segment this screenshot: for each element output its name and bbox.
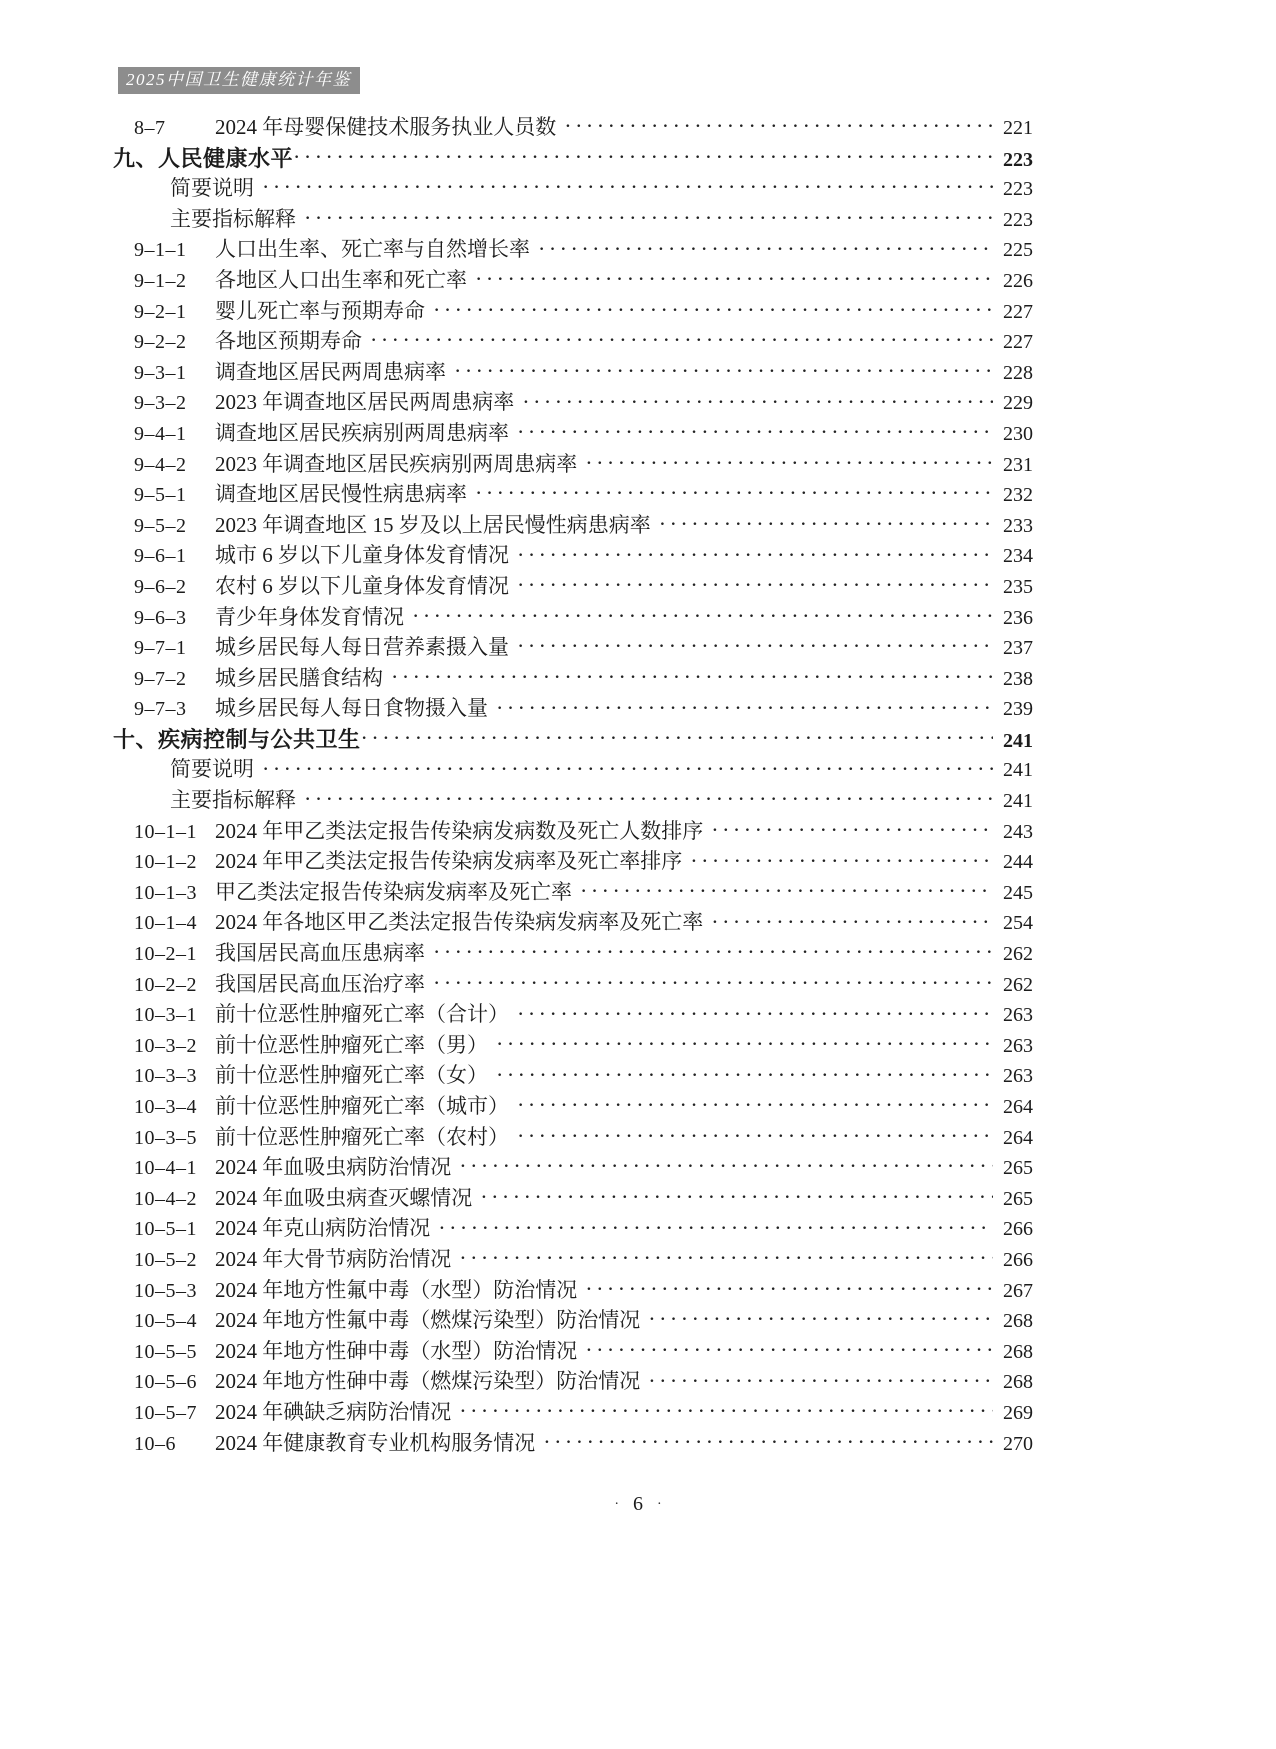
toc-entry-title: 2024 年各地区甲乙类法定报告传染病发病率及死亡率 xyxy=(215,910,704,935)
dot-leader xyxy=(581,884,993,900)
toc-entry-page: 270 xyxy=(1003,1432,1033,1455)
toc-entry-page: 265 xyxy=(1003,1157,1033,1180)
toc-entry-page: 263 xyxy=(1003,1004,1033,1027)
toc-entry-title: 2024 年母婴保健技术服务执业人员数 xyxy=(215,115,557,139)
toc-row xyxy=(113,692,1033,723)
toc-row xyxy=(113,448,1033,479)
toc-entry-page: 227 xyxy=(1003,331,1033,354)
toc-entry-number: 10–5–7 xyxy=(134,1401,197,1424)
toc-entry-number: 10–5–1 xyxy=(134,1218,197,1241)
dot-leader xyxy=(523,395,993,411)
toc-entry-title: 青少年身体发育情况 xyxy=(215,604,404,629)
dot-leader xyxy=(434,976,993,992)
toc-entry-page: 232 xyxy=(1003,484,1033,507)
toc-entry-title: 城市 6 岁以下儿童身体发育情况 xyxy=(215,543,509,568)
toc-row xyxy=(113,1090,1033,1121)
toc-entry-page: 266 xyxy=(1003,1218,1033,1241)
toc-entry-number: 10–3–5 xyxy=(134,1126,197,1149)
dot-leader xyxy=(518,639,993,655)
dot-leader xyxy=(544,1435,993,1451)
dot-leader xyxy=(263,762,993,778)
dot-leader xyxy=(460,1159,993,1175)
toc-entry-page: 221 xyxy=(1003,117,1033,139)
toc-entry-title: 2024 年地方性氟中毒（水型）防治情况 xyxy=(215,1277,578,1302)
toc-row xyxy=(113,1059,1033,1090)
toc-entry-title: 主要指标解释 xyxy=(170,788,296,813)
footer-left-dot: · xyxy=(614,1497,619,1512)
toc-entry-title: 城乡居民膳食结构 xyxy=(215,665,383,690)
toc-section-row xyxy=(113,723,1033,754)
toc-entry-page: 243 xyxy=(1003,820,1033,843)
toc-entry-title: 前十位恶性肿瘤死亡率（男） xyxy=(215,1032,488,1057)
toc-row xyxy=(113,539,1033,570)
toc-row xyxy=(113,295,1033,326)
toc-entry-page: 235 xyxy=(1003,575,1033,598)
dot-leader xyxy=(539,242,993,258)
toc-entry-page: 264 xyxy=(1003,1096,1033,1118)
toc-entry-page: 236 xyxy=(1003,606,1033,629)
dot-leader xyxy=(434,945,993,961)
dot-leader xyxy=(518,1007,993,1023)
toc-entry-title: 各地区人口出生率和死亡率 xyxy=(215,267,467,292)
dot-leader xyxy=(497,1068,993,1084)
dot-leader xyxy=(305,792,993,808)
toc-entry-number: 10–5–2 xyxy=(134,1248,197,1271)
toc-row xyxy=(113,845,1033,876)
toc-entry-title: 2024 年碘缺乏病防治情况 xyxy=(215,1399,452,1424)
toc-entry-page: 234 xyxy=(1003,545,1033,568)
toc-entry-title: 2024 年地方性砷中毒（燃煤污染型）防治情况 xyxy=(215,1369,641,1394)
dot-leader xyxy=(476,272,993,288)
dot-leader xyxy=(439,1221,993,1237)
toc-entry-number: 9–7–2 xyxy=(134,667,187,690)
toc-entry-page: 263 xyxy=(1003,1034,1033,1057)
toc-entry-number: 9–4–1 xyxy=(134,422,187,445)
toc-entry-number: 10–1–2 xyxy=(134,851,197,874)
dot-leader xyxy=(518,425,993,441)
toc-row xyxy=(113,1304,1033,1335)
toc-entry-number: 9–7–1 xyxy=(134,637,187,660)
toc-entry-page: 268 xyxy=(1003,1340,1033,1363)
toc-entry-number: 10–1–3 xyxy=(134,881,197,904)
toc-row xyxy=(113,1396,1033,1427)
toc-entry-number: 10–5–5 xyxy=(134,1340,197,1363)
toc-entry-title: 2024 年甲乙类法定报告传染病发病率及死亡率排序 xyxy=(215,849,683,874)
toc-list xyxy=(113,111,1033,1457)
toc-entry-number: 9–1–2 xyxy=(134,269,187,292)
toc-entry-number: 10–4–2 xyxy=(134,1187,197,1210)
dot-leader xyxy=(518,1098,993,1114)
toc-entry-page: 227 xyxy=(1003,300,1033,323)
toc-entry-page: 268 xyxy=(1003,1371,1033,1394)
toc-entry-title: 简要说明 xyxy=(170,176,254,201)
dot-leader xyxy=(371,333,993,349)
toc-row xyxy=(113,998,1033,1029)
toc-entry-number: 9–7–3 xyxy=(134,698,187,721)
toc-entry-page: 241 xyxy=(1003,759,1033,782)
yearbook-title-badge: 2025中国卫生健康统计年鉴 xyxy=(118,67,360,94)
toc-entry-title: 甲乙类法定报告传染病发病率及死亡率 xyxy=(215,879,572,904)
toc-entry-number: 10–5–4 xyxy=(134,1310,197,1333)
toc-entry-page: 263 xyxy=(1003,1065,1033,1088)
toc-row xyxy=(113,325,1033,356)
toc-row xyxy=(113,937,1033,968)
toc-entry-number: 9–3–2 xyxy=(134,392,187,415)
toc-entry-page: 226 xyxy=(1003,269,1033,292)
toc-entry-page: 244 xyxy=(1003,851,1033,874)
toc-row xyxy=(113,386,1033,417)
toc-entry-title: 主要指标解释 xyxy=(170,206,296,231)
toc-entry-number: 9–6–3 xyxy=(134,606,187,629)
dot-leader xyxy=(481,1190,993,1206)
toc-entry-page: 241 xyxy=(1003,729,1033,752)
toc-entry-number: 10–3–4 xyxy=(134,1096,197,1118)
toc-entry-page: 266 xyxy=(1003,1248,1033,1271)
toc-entry-number: 10–2–2 xyxy=(134,973,197,996)
dot-leader xyxy=(660,517,993,533)
dot-leader xyxy=(392,670,993,686)
toc-entry-title: 2024 年血吸虫病查灭螺情况 xyxy=(215,1185,473,1210)
dot-leader xyxy=(497,701,993,717)
toc-entry-number: 8–7 xyxy=(134,117,166,139)
toc-entry-number: 9–4–2 xyxy=(134,453,187,476)
toc-entry-number: 10–2–1 xyxy=(134,943,197,966)
dot-leader xyxy=(691,854,993,870)
dot-leader xyxy=(263,180,993,196)
toc-entry-title: 2024 年甲乙类法定报告传染病发病数及死亡人数排序 xyxy=(215,818,704,843)
dot-leader xyxy=(518,578,993,594)
toc-entry-title: 十、疾病控制与公共卫生 xyxy=(113,726,361,752)
toc-entry-page: 223 xyxy=(1003,208,1033,231)
toc-entry-page: 230 xyxy=(1003,422,1033,445)
toc-entry-page: 245 xyxy=(1003,881,1033,904)
toc-entry-page: 264 xyxy=(1003,1126,1033,1149)
toc-row xyxy=(113,478,1033,509)
toc-row xyxy=(113,570,1033,601)
toc-row xyxy=(113,662,1033,693)
toc-entry-page: 268 xyxy=(1003,1310,1033,1333)
toc-entry-number: 10–3–3 xyxy=(134,1065,197,1088)
footer-page-number: 6 xyxy=(633,1493,643,1515)
toc-subheading-row xyxy=(113,784,1033,815)
toc-entry-title: 农村 6 岁以下儿童身体发育情况 xyxy=(215,573,509,598)
toc-entry-number: 9–6–2 xyxy=(134,575,187,598)
toc-entry-title: 前十位恶性肿瘤死亡率（女） xyxy=(215,1063,488,1088)
toc-entry-page: 228 xyxy=(1003,361,1033,384)
toc-entry-title: 2023 年调查地区 15 岁及以上居民慢性病患病率 xyxy=(215,512,651,537)
toc-entry-number: 10–1–1 xyxy=(134,820,197,843)
toc-row xyxy=(113,906,1033,937)
toc-row xyxy=(113,264,1033,295)
toc-entry-title: 婴儿死亡率与预期寿命 xyxy=(215,298,425,323)
toc-entry-title: 城乡居民每人每日营养素摄入量 xyxy=(215,635,509,660)
toc-entry-title: 前十位恶性肿瘤死亡率（合计） xyxy=(215,1002,509,1027)
toc-row xyxy=(113,876,1033,907)
toc-entry-title: 2024 年克山病防治情况 xyxy=(215,1216,431,1241)
toc-entry-number: 9–3–1 xyxy=(134,361,187,384)
toc-row xyxy=(113,1427,1033,1458)
toc-subheading-row xyxy=(113,753,1033,784)
toc-entry-page: 231 xyxy=(1003,453,1033,476)
toc-row xyxy=(113,1365,1033,1396)
dot-leader xyxy=(565,119,993,135)
footer-right-dot: · xyxy=(657,1497,662,1512)
toc-section-row xyxy=(113,142,1033,173)
dot-leader xyxy=(712,915,993,931)
toc-subheading-row xyxy=(113,203,1033,234)
toc-entry-title: 2024 年地方性氟中毒（燃煤污染型）防治情况 xyxy=(215,1308,641,1333)
dot-leader xyxy=(712,823,993,839)
dot-leader xyxy=(455,364,993,380)
toc-entry-page: 233 xyxy=(1003,514,1033,537)
toc-entry-page: 269 xyxy=(1003,1401,1033,1424)
toc-entry-title: 前十位恶性肿瘤死亡率（农村） xyxy=(215,1124,509,1149)
toc-entry-number: 10–5–3 xyxy=(134,1279,197,1302)
toc-row xyxy=(113,417,1033,448)
toc-entry-page: 225 xyxy=(1003,239,1033,262)
toc-entry-page: 237 xyxy=(1003,637,1033,660)
toc-row xyxy=(113,1274,1033,1305)
toc-entry-number: 9–6–1 xyxy=(134,545,187,568)
dot-leader xyxy=(649,1374,993,1390)
dot-leader xyxy=(586,1282,993,1298)
toc-row xyxy=(113,1212,1033,1243)
toc-entry-title: 调查地区居民两周患病率 xyxy=(215,359,446,384)
toc-entry-page: 254 xyxy=(1003,912,1033,935)
toc-entry-number: 10–3–1 xyxy=(134,1004,197,1027)
dot-leader xyxy=(413,609,993,625)
toc-entry-page: 267 xyxy=(1003,1279,1033,1302)
toc-entry-number: 9–5–1 xyxy=(134,484,187,507)
toc-row xyxy=(113,1151,1033,1182)
toc-entry-title: 调查地区居民慢性病患病率 xyxy=(215,482,467,507)
toc-entry-page: 241 xyxy=(1003,790,1033,813)
toc-row xyxy=(113,509,1033,540)
toc-entry-title: 2024 年地方性砷中毒（水型）防治情况 xyxy=(215,1338,578,1363)
toc-row xyxy=(113,233,1033,264)
dot-leader xyxy=(434,303,993,319)
dot-leader xyxy=(518,1129,993,1145)
toc-entry-title: 城乡居民每人每日食物摄入量 xyxy=(215,696,488,721)
toc-entry-title: 各地区预期寿命 xyxy=(215,329,362,354)
page-footer xyxy=(0,1493,1276,1516)
dot-leader xyxy=(305,211,993,227)
dot-leader xyxy=(294,150,993,166)
toc-row xyxy=(113,356,1033,387)
toc-entry-number: 9–2–2 xyxy=(134,331,187,354)
dot-leader xyxy=(460,1251,993,1267)
toc-row xyxy=(113,1335,1033,1366)
toc-entry-page: 223 xyxy=(1003,178,1033,201)
toc-entry-title: 简要说明 xyxy=(170,757,254,782)
toc-subheading-row xyxy=(113,172,1033,203)
toc-row xyxy=(113,968,1033,999)
dot-leader xyxy=(460,1404,993,1420)
toc-entry-page: 262 xyxy=(1003,943,1033,966)
toc-entry-number: 9–1–1 xyxy=(134,239,187,262)
toc-row xyxy=(113,815,1033,846)
toc-entry-title: 2024 年血吸虫病防治情况 xyxy=(215,1155,452,1180)
toc-entry-number: 10–6 xyxy=(134,1432,176,1455)
toc-entry-title: 2024 年健康教育专业机构服务情况 xyxy=(215,1430,536,1455)
dot-leader xyxy=(497,1037,993,1053)
toc-entry-page: 223 xyxy=(1003,148,1033,171)
toc-entry-page: 238 xyxy=(1003,667,1033,690)
toc-row xyxy=(113,1182,1033,1213)
dot-leader xyxy=(476,486,993,502)
toc-entry-title: 九、人民健康水平 xyxy=(113,145,294,171)
toc-row xyxy=(113,1121,1033,1152)
toc-entry-page: 239 xyxy=(1003,698,1033,721)
toc-row xyxy=(113,631,1033,662)
dot-leader xyxy=(362,731,993,747)
toc-entry-number: 10–3–2 xyxy=(134,1034,197,1057)
toc-row xyxy=(113,1029,1033,1060)
toc-entry-page: 265 xyxy=(1003,1187,1033,1210)
toc-entry-number: 10–5–6 xyxy=(134,1371,197,1394)
toc-row xyxy=(113,1243,1033,1274)
dot-leader xyxy=(649,1312,993,1328)
toc-entry-title: 我国居民高血压患病率 xyxy=(215,941,425,966)
toc-entry-title: 调查地区居民疾病别两周患病率 xyxy=(215,420,509,445)
toc-row xyxy=(113,111,1033,142)
toc-entry-number: 10–1–4 xyxy=(134,912,197,935)
dot-leader xyxy=(518,548,993,564)
dot-leader xyxy=(586,456,993,472)
toc-entry-title: 人口出生率、死亡率与自然增长率 xyxy=(215,237,530,262)
toc-entry-title: 前十位恶性肿瘤死亡率（城市） xyxy=(215,1094,509,1118)
toc-row xyxy=(113,601,1033,632)
toc-entry-title: 2023 年调查地区居民两周患病率 xyxy=(215,390,515,415)
toc-entry-page: 262 xyxy=(1003,973,1033,996)
toc-entry-number: 9–2–1 xyxy=(134,300,187,323)
toc-entry-number: 10–4–1 xyxy=(134,1157,197,1180)
dot-leader xyxy=(586,1343,993,1359)
toc-entry-title: 2024 年大骨节病防治情况 xyxy=(215,1246,452,1271)
toc-entry-number: 9–5–2 xyxy=(134,514,187,537)
toc-entry-title: 我国居民高血压治疗率 xyxy=(215,971,425,996)
toc-entry-title: 2023 年调查地区居民疾病别两周患病率 xyxy=(215,451,578,476)
toc-entry-page: 229 xyxy=(1003,392,1033,415)
